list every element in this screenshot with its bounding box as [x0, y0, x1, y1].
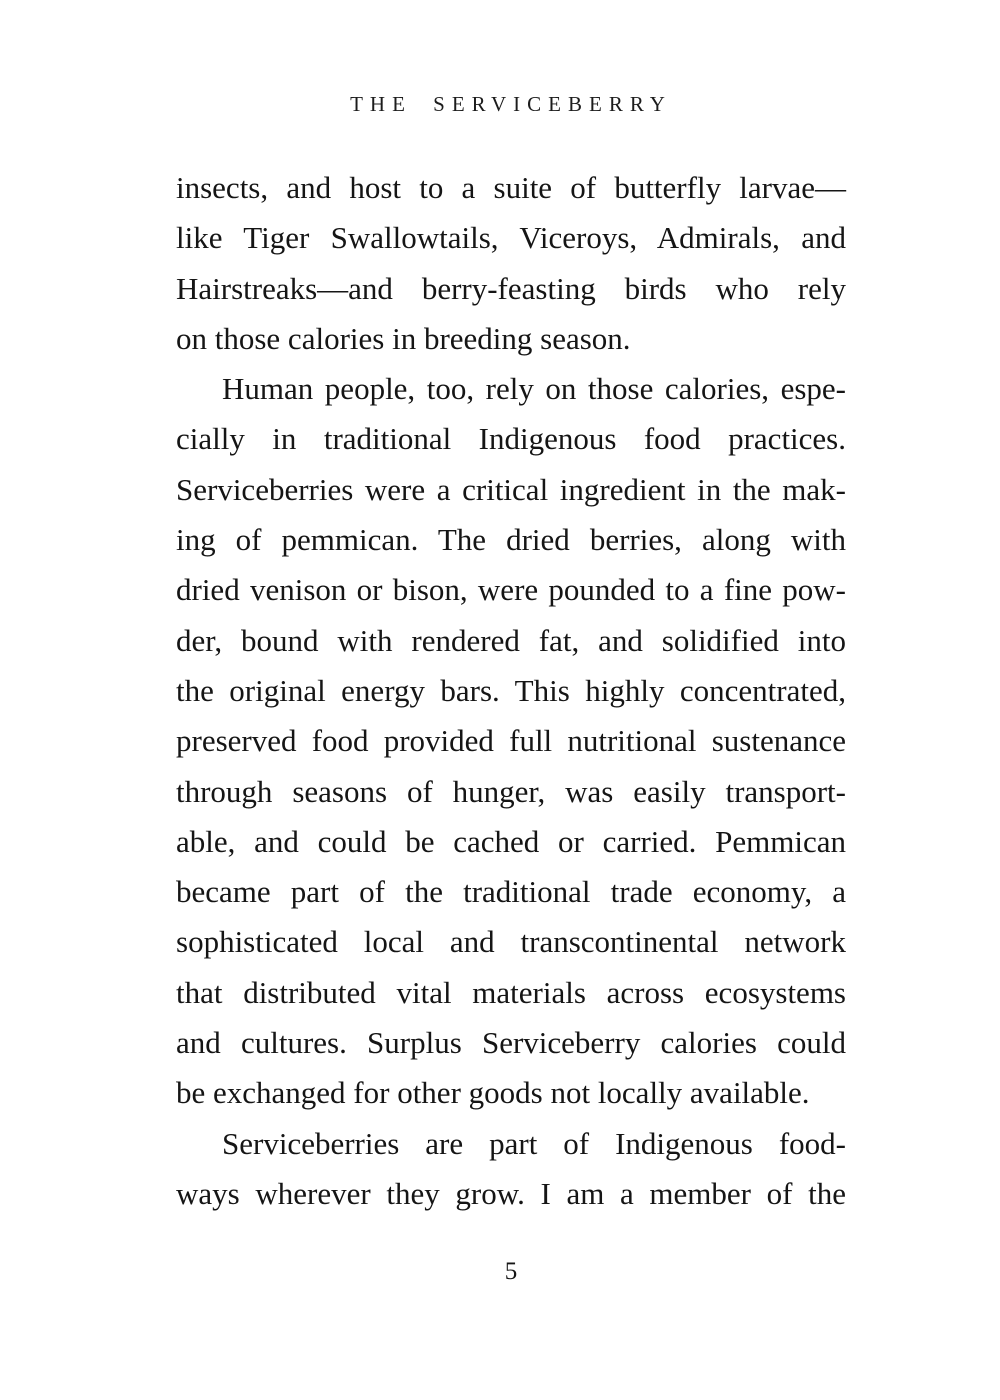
page-number: 5	[504, 1258, 518, 1285]
text-line: ing of pemmican. The dried berries, along with	[176, 522, 846, 558]
text-line: der, bound with rendered fat, and solidified into	[176, 622, 846, 658]
text-line: on those calories in breeding season.	[176, 320, 631, 356]
text-line: through seasons of hunger, was easily transport-	[176, 773, 846, 809]
text-line: preserved food provided full nutritional sustenance	[176, 723, 846, 759]
text-line: sophisticated local and transcontinental network	[176, 924, 846, 960]
text-line: cially in traditional Indigenous food practices.	[176, 421, 846, 457]
text-line: able, and could be cached or carried. Pemmican	[176, 823, 846, 859]
text-line: that distributed vital materials across ecosystems	[176, 974, 846, 1010]
text-line: be exchanged for other goods not locally available.	[176, 1075, 810, 1111]
running-header: THE SERVICEBERRY	[350, 92, 672, 116]
text-line: became part of the traditional trade economy, a	[176, 874, 846, 910]
text-line: the original energy bars. This highly concentrated,	[176, 672, 846, 708]
text-line: ways wherever they grow. I am a member of the	[176, 1175, 846, 1211]
text-line: Serviceberries are part of Indigenous food-	[222, 1125, 846, 1161]
text-line: dried venison or bison, were pounded to a fine pow-	[176, 572, 846, 608]
text-line: insects, and host to a suite of butterfly larvae—	[176, 170, 846, 205]
body-text	[176, 163, 846, 1219]
text-line: Serviceberries were a critical ingredient in the mak-	[176, 471, 846, 507]
text-line: and cultures. Surplus Serviceberry calories could	[176, 1025, 846, 1061]
text-line: Hairstreaks—and berry-feasting birds who rely	[176, 270, 846, 306]
text-line: Human people, too, rely on those calories, espe-	[222, 371, 846, 407]
text-line: like Tiger Swallowtails, Viceroys, Admirals, and	[176, 220, 846, 256]
